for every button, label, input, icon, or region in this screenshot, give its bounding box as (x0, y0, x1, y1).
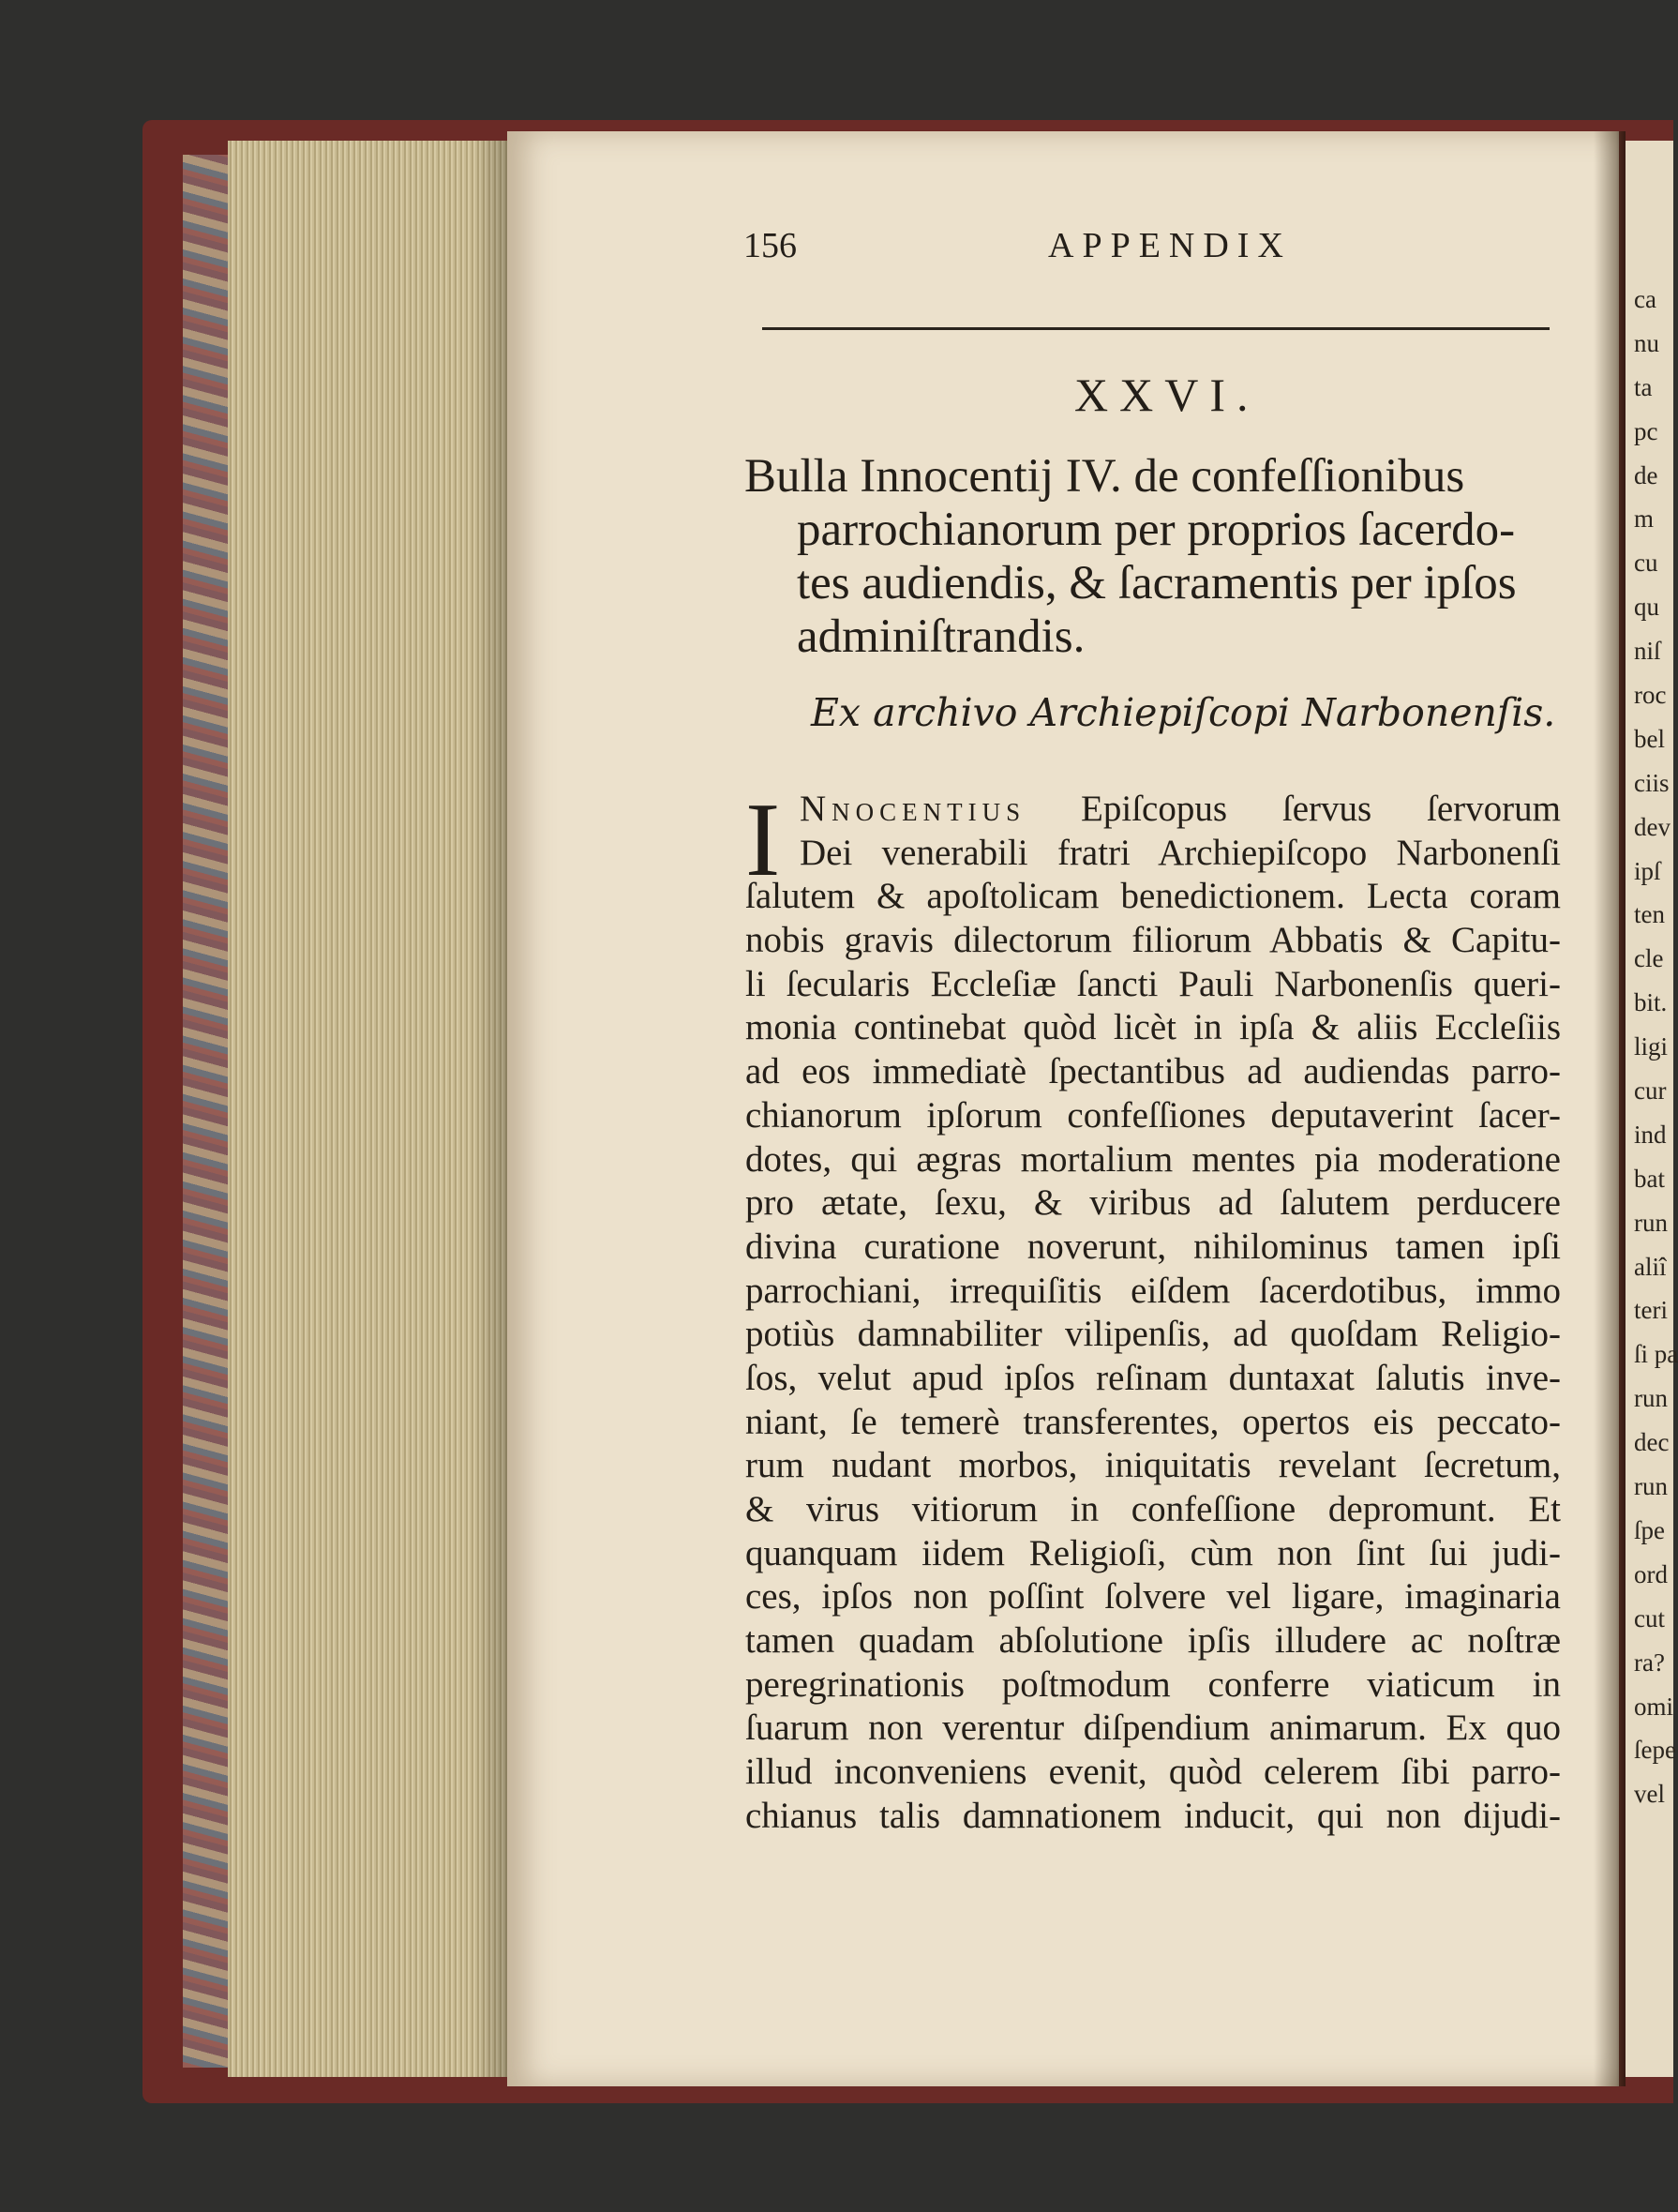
facing-page-line: cu (1634, 549, 1658, 578)
drop-cap: I (745, 782, 781, 898)
facing-page-line: niſ (1634, 637, 1661, 666)
gutter-shadow (1594, 131, 1626, 2086)
body-line: li ſecularis Eccleſiæ ſancti Pauli Narbonenſis queri- (745, 963, 1561, 1004)
facing-page-line: bel (1634, 724, 1665, 753)
facing-page-line: bit. (1634, 988, 1668, 1017)
facing-page-line: qu (1634, 593, 1659, 622)
facing-page-line: teri (1634, 1296, 1668, 1325)
body-line: ſos, velut apud ipſos reſinam duntaxat ſalutis inve- (745, 1357, 1561, 1398)
body-line: Dei venerabili fratri Archiepiſcopo Narbonenſi (800, 832, 1561, 873)
body-line: peregrinationis poſtmodum conferre viaticum in (745, 1663, 1561, 1705)
facing-page-line: ord (1634, 1559, 1668, 1588)
body-line: ſuarum non verentur diſpendium animarum. Ex quo (745, 1708, 1561, 1749)
body-text (745, 782, 1561, 1839)
body-line: nobis gravis dilectorum filiorum Abbatis & Capitu- (745, 920, 1561, 961)
title-line: parrochianorum per proprios ſacerdo- (797, 504, 1516, 556)
body-line: divina curatione noverunt, nihilominus tamen ipſi (745, 1226, 1561, 1267)
facing-page-line: bat (1634, 1164, 1665, 1193)
facing-page-line: nu (1634, 328, 1659, 357)
facing-page-line: ipſ (1634, 856, 1661, 885)
running-head: APPENDIX (1048, 226, 1292, 265)
body-line: quanquam iidem Religioſi, cùm non ſint ſui judi- (745, 1532, 1561, 1573)
page-number: 156 (743, 226, 797, 265)
title-line: Bulla Innocentij IV. de confeſſionibus (744, 450, 1465, 503)
body-lines (745, 832, 1561, 1839)
facing-page-line: ind (1634, 1120, 1667, 1149)
facing-page-line: pc (1634, 416, 1658, 445)
facing-page-line: run (1634, 1208, 1668, 1237)
body-line: rum nudant morbos, iniquitatis revelant ſecretum, (745, 1445, 1561, 1486)
facing-page-line: ſepe (1634, 1736, 1676, 1765)
body-line: parrochiani, irrequiſitis eiſdem ſacerdotibus, immo (745, 1270, 1561, 1311)
body-line: pro ætate, ſexu, & viribus ad ſalutem perducere (745, 1182, 1561, 1224)
facing-page-line: vel (1634, 1780, 1665, 1809)
header-rule (762, 327, 1550, 330)
facing-page-line: dev (1634, 812, 1671, 841)
title-line: tes audiendis, & ſacramentis per ipſos (797, 557, 1517, 609)
body-line: & virus vitiorum in confeſſione depromunt. Et (745, 1489, 1561, 1529)
facing-page-line: cle (1634, 944, 1664, 973)
facing-page-line: cut (1634, 1603, 1665, 1633)
facing-page-line: ca (1634, 285, 1656, 313)
facing-page-line: roc (1634, 681, 1667, 710)
body-line: tamen quadam abſolutione ipſis illudere ac noſtræ (745, 1620, 1561, 1662)
body-line: niant, ſe temerè transferentes, opertos eis peccato- (745, 1401, 1561, 1442)
facing-page-line: run (1634, 1384, 1668, 1413)
facing-page-line: de (1634, 460, 1658, 489)
title-line: adminiſtrandis. (797, 610, 1086, 663)
facing-page-line: ta (1634, 372, 1653, 401)
body-line: monia continebat quòd licèt in ipſa & aliis Eccleſiis (745, 1007, 1561, 1048)
facing-page-line: ſpe (1634, 1515, 1665, 1544)
facing-page-line: ten (1634, 900, 1665, 929)
first-line-rest: Epiſcopus ſervus ſervorum (1026, 789, 1561, 829)
opening-smallcaps: Nnocentius (800, 789, 1026, 829)
facing-page-line: run (1634, 1472, 1668, 1501)
body-line: ſalutem & apoſtolicam benedictionem. Lecta coram (745, 876, 1561, 917)
facing-page-line: omi (1634, 1692, 1674, 1721)
body-line: ad eos immediatè ſpectantibus ad audiendas parro- (745, 1051, 1561, 1092)
body-line (745, 788, 1561, 832)
facing-page-text (1634, 278, 1678, 1872)
body-line: potiùs damnabiliter vilipenſis, ad quoſdam Religio- (745, 1314, 1561, 1355)
facing-page-line: ciis (1634, 768, 1670, 797)
facing-page-line: ligi (1634, 1032, 1669, 1061)
facing-page-line: dec (1634, 1428, 1670, 1457)
body-line: dotes, qui ægras mortalium mentes pia moderatione (745, 1138, 1561, 1180)
body-line: chianus talis damnationem inducit, qui non dijudi- (745, 1795, 1561, 1836)
facing-page-line: m (1634, 504, 1655, 534)
body-line: chianorum ipſorum confeſſiones deputaverint ſacer- (745, 1094, 1561, 1136)
facing-page-line: ra? (1634, 1648, 1665, 1677)
page-edges-shadow (473, 141, 511, 2077)
document-title (744, 450, 1569, 664)
section-numeral: XXVI. (1074, 369, 1260, 421)
page-edges (228, 141, 509, 2077)
body-line: illud inconveniens evenit, quòd celerem ſibi parro- (745, 1752, 1561, 1793)
body-line: ces, ipſos non poſſint ſolvere vel ligare, imaginaria (745, 1576, 1561, 1618)
facing-page-line: cur (1634, 1076, 1667, 1106)
marbled-endpaper (183, 155, 228, 2068)
source-note: Ex archivo Archiepiſcopi Narbonenſis. (811, 690, 1556, 735)
facing-page-line: aliî (1634, 1252, 1667, 1281)
facing-page-line: ſi pa (1634, 1340, 1678, 1369)
